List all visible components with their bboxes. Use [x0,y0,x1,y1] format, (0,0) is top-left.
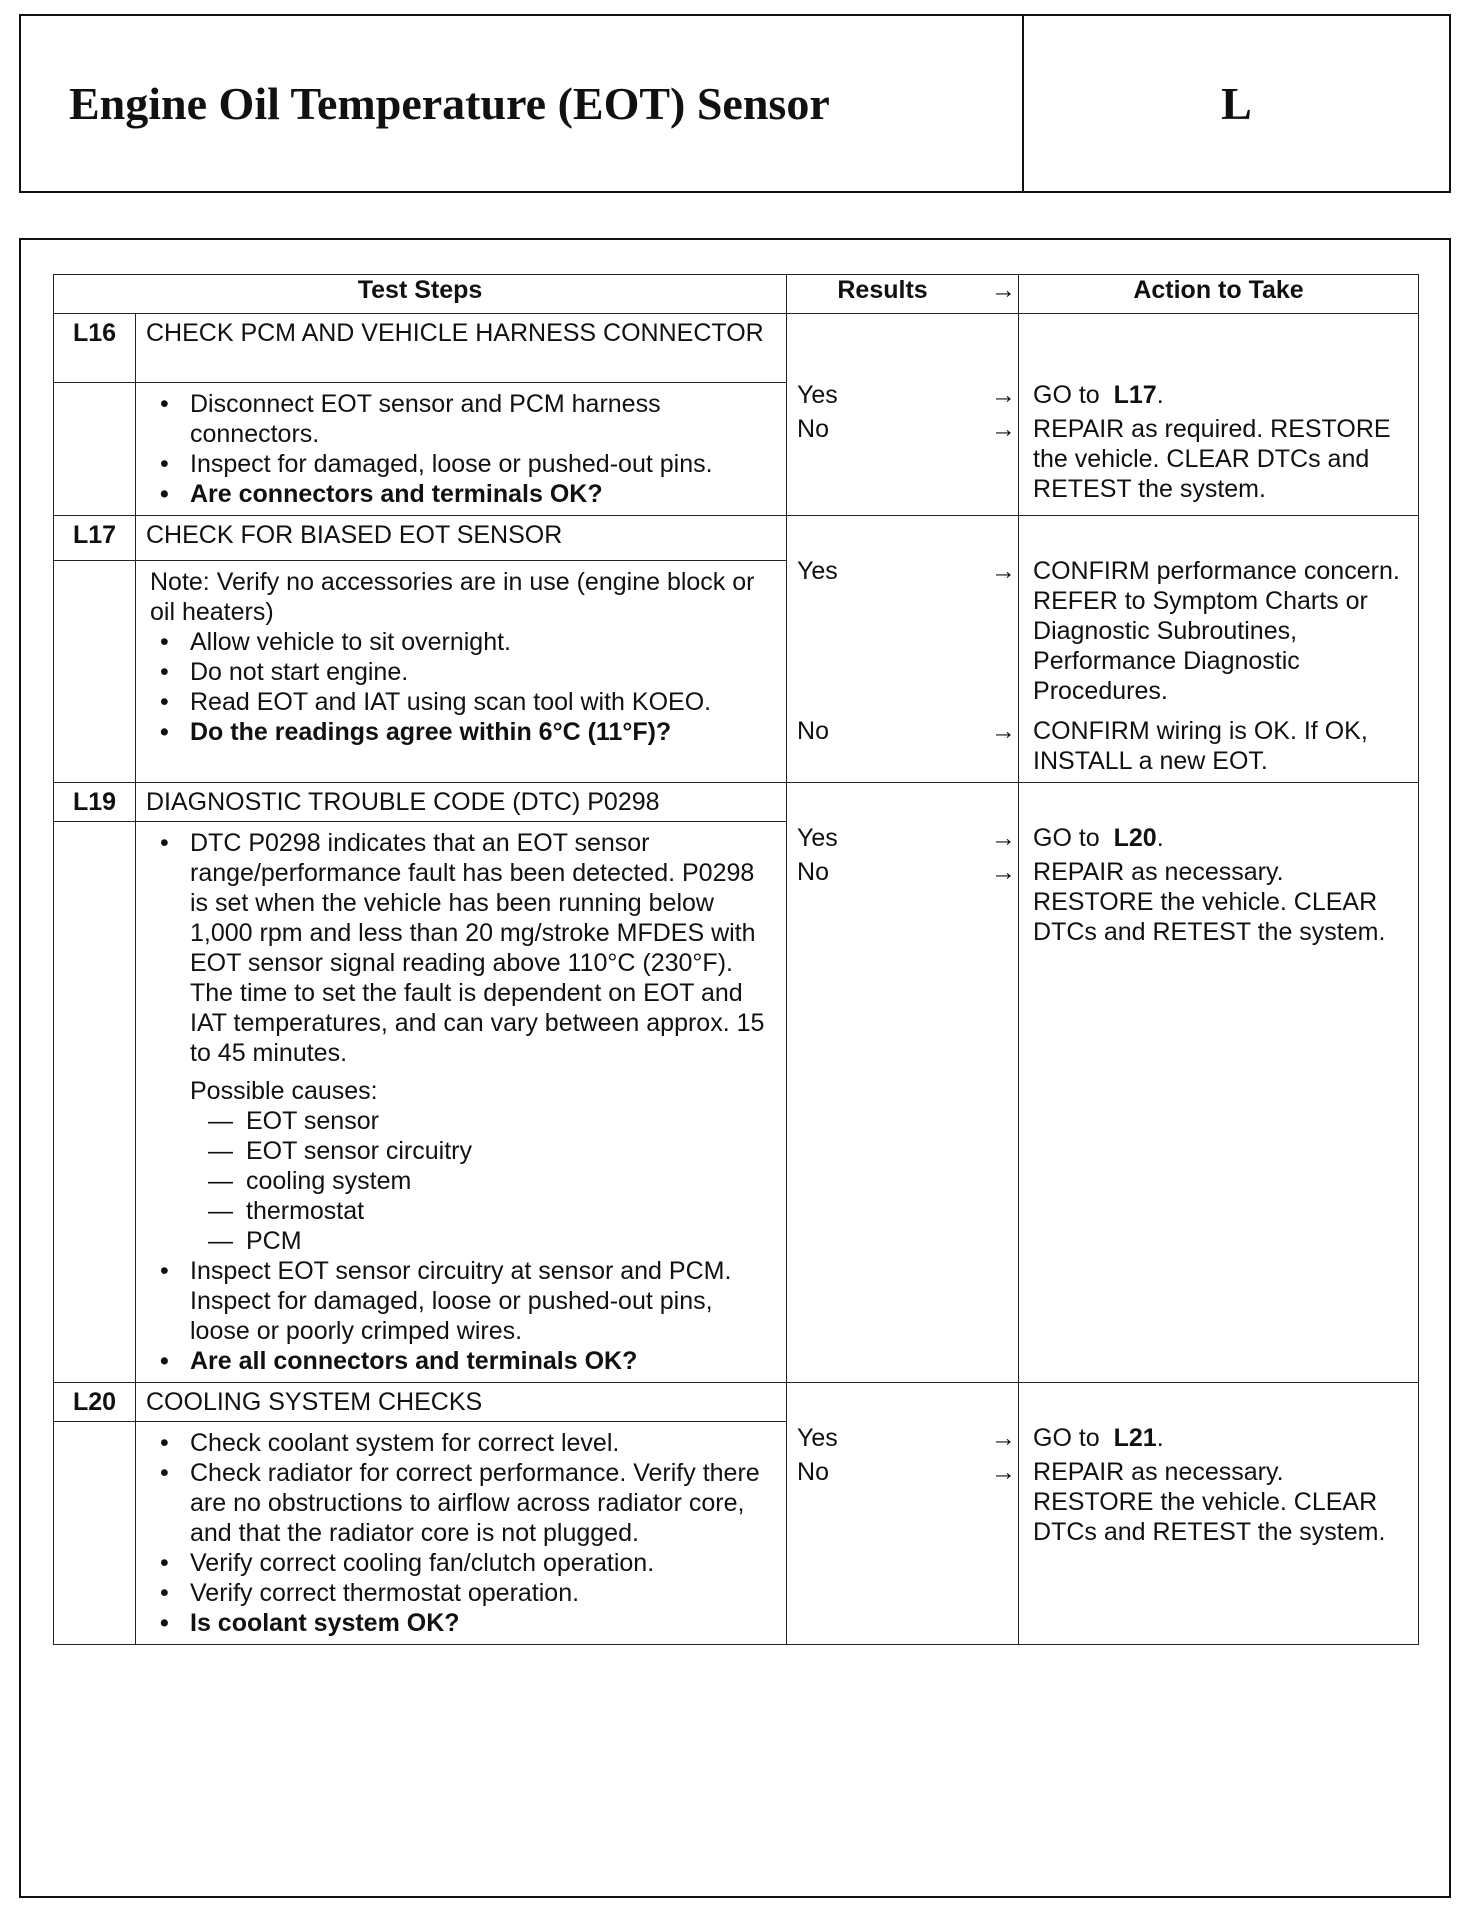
arrow-icon: → [991,415,1017,443]
step-body [136,560,787,782]
step-heading: COOLING SYSTEM CHECKS [136,1383,787,1422]
action-yes-text: GO to [1033,1424,1100,1452]
step-id-spacer [54,822,136,1383]
step-question: • Is coolant system OK? [150,1608,776,1638]
action-yes: GO to L20. [1033,824,1164,852]
step-id: L16 [54,314,136,383]
table-header-row [54,275,1419,314]
step-bullet: • Check radiator for correct performance. Verify there are no obstructions to airflow across radiator core, and that the radiator core is not plugged. [150,1458,776,1548]
arrow-icon: → [991,1458,1017,1486]
arrow-icon: → [991,557,1017,585]
result-yes-label: Yes [797,1424,838,1452]
cause-item: — EOT sensor [190,1106,776,1136]
result-no-label: No [797,1458,829,1486]
arrow-icon: → [991,1424,1017,1452]
step-heading: DIAGNOSTIC TROUBLE CODE (DTC) P0298 [136,783,787,822]
step-question: • Do the readings agree within 6°C (11°F)? [150,717,776,747]
step-actions [1019,516,1419,783]
step-id: L17 [54,516,136,561]
test-steps-table [53,274,1419,1645]
step-row-l20-heading [54,1383,1419,1422]
step-body [136,1422,787,1645]
header-action: Action to Take [1019,275,1419,314]
action-no: CONFIRM wiring is OK. If OK, INSTALL a new EOT. [1033,717,1368,775]
step-bullet: • Read EOT and IAT using scan tool with KOEO. [150,687,776,717]
cause-item: — cooling system [190,1166,776,1196]
step-bullet: • Verify correct cooling fan/clutch operation. [150,1548,776,1578]
step-id: L19 [54,783,136,822]
result-no [797,1457,1018,1487]
step-bullet: • Do not start engine. [150,657,776,687]
step-row-l16-heading [54,314,1419,383]
page-title: Engine Oil Temperature (EOT) Sensor [21,16,1024,191]
arrow-icon: → [991,717,1017,745]
content-frame [19,238,1451,1898]
action-yes: GO to L21. [1033,1424,1164,1452]
header-test-steps: Test Steps [54,275,787,314]
cause-item: — PCM [190,1226,776,1256]
action-yes-target: L21 [1113,1424,1157,1452]
result-yes [797,556,1018,586]
result-yes [797,1423,1018,1453]
step-actions [1019,1383,1419,1645]
action-yes: CONFIRM performance concern. REFER to Symptom Charts or Diagnostic Subroutines, Performance Diagnostic Procedures. [1033,557,1400,705]
step-id-spacer [54,383,136,516]
result-no [797,857,1018,887]
step-body [136,822,787,1383]
action-no: REPAIR as necessary. RESTORE the vehicle. CLEAR DTCs and RETEST the system. [1033,858,1386,946]
action-yes-text: GO to [1033,381,1100,409]
action-no: REPAIR as required. RESTORE the vehicle. CLEAR DTCs and RETEST the system. [1033,415,1391,503]
result-yes [797,380,1018,410]
step-bullet: • Inspect EOT sensor circuitry at sensor and PCM. Inspect for damaged, loose or pushed-out pins, loose or poorly crimped wires. [150,1256,776,1346]
cause-item: — thermostat [190,1196,776,1226]
result-no-label: No [797,717,829,745]
result-yes-label: Yes [797,381,838,409]
title-box [19,14,1451,193]
section-letter: L [1221,78,1252,129]
cause-item: — EOT sensor circuitry [190,1136,776,1166]
step-results [787,1383,1019,1645]
arrow-icon: → [991,858,1017,886]
causes-label: Possible causes: [190,1077,378,1105]
step-row-l17-heading [54,516,1419,561]
arrow-icon: → [991,381,1017,409]
result-yes [797,823,1018,853]
step-actions [1019,314,1419,516]
step-id-spacer [54,1422,136,1645]
arrow-icon: → [991,276,1017,304]
step-bullet: • Verify correct thermostat operation. [150,1578,776,1608]
step-bullet: • Inspect for damaged, loose or pushed-out pins. [150,449,776,479]
step-results [787,314,1019,516]
step-note: Note: Verify no accessories are in use (engine block or oil heaters) [150,567,755,626]
step-question: • Are connectors and terminals OK? [150,479,776,509]
result-no [797,716,1018,746]
action-yes-target: L20 [1113,824,1157,852]
header-results [787,275,1019,314]
step-results [787,783,1019,1383]
possible-causes [150,1076,776,1106]
action-yes-target: L17 [1113,381,1157,409]
arrow-icon: → [991,824,1017,852]
result-no-label: No [797,858,829,886]
step-actions [1019,783,1419,1383]
step-row-l19-heading [54,783,1419,822]
step-bullet: • Allow vehicle to sit overnight. [150,627,776,657]
result-no-label: No [797,415,829,443]
step-bullet: • DTC P0298 indicates that an EOT sensor range/performance fault has been detected. P0298 is set when the vehicle has been running below 1,000 rpm and less than 20 mg/stroke MFDES with EOT sensor signal reading above 110°C (230°F). The time to set the fault is dependent on EOT and IAT temperatures, and can vary between approx. 15 to 45 minutes. [150,828,776,1068]
step-id: L20 [54,1383,136,1422]
header-results-label: Results [837,276,928,304]
step-results [787,516,1019,783]
result-no [797,414,1018,444]
action-yes: GO to L17. [1033,381,1164,409]
step-bullet: • Check coolant system for correct level. [150,1428,776,1458]
step-body [136,383,787,516]
step-bullet: • Disconnect EOT sensor and PCM harness connectors. [150,389,776,449]
step-heading: CHECK PCM AND VEHICLE HARNESS CONNECTOR [136,314,787,383]
step-heading: CHECK FOR BIASED EOT SENSOR [136,516,787,561]
action-yes-text: GO to [1033,824,1100,852]
action-no: REPAIR as necessary. RESTORE the vehicle. CLEAR DTCs and RETEST the system. [1033,1458,1386,1546]
step-id-spacer [54,560,136,782]
result-yes-label: Yes [797,824,838,852]
step-question: • Are all connectors and terminals OK? [150,1346,776,1376]
result-yes-label: Yes [797,557,838,585]
